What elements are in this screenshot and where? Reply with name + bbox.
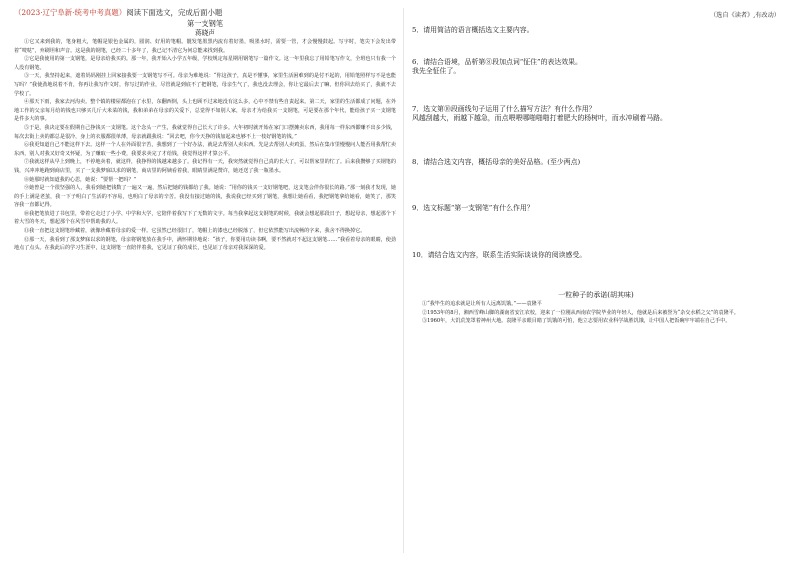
second-article-paragraph-3: ③1960年，大饥荒笼罩着神州大地。袁隆平亲眼目睹了饥饿的可怕，他立志要用农业科学战胜饥饿，让中国人把饭碗牢牢端在自己手中。	[422, 318, 731, 325]
article-source: （选自《读者》,有改动）	[709, 12, 780, 19]
article-paragraph-6: ⑥我更知道自己不能这样下去。这样一个人在外面很辛苦，我想到了一个好办法，就是去帮别人卖东西。先是去帮别人卖鸡蛋，然后在集市里慢慢问人能否用我帮忙卖东西，别人对我又好奇又怀疑，为了赚取一些小费，我要求卖完了才给钱，我觉得这样才算公平。	[14, 142, 396, 157]
question-5: 5．请用简洁的语言概括选文主要内容。	[412, 26, 534, 34]
question-7: 7．选文第⑩段画线句子运用了什么描写方法？有什么作用？	[412, 104, 596, 113]
article-author: 蒋晓声	[195, 29, 215, 37]
article-title: 第一支钢笔	[187, 19, 223, 28]
right-column	[412, 8, 780, 326]
column-divider	[403, 8, 404, 553]
article-paragraph-12: ⑫那一天，我看到了那支梦寐以求的钢笔，母亲将钢笔放在我手中，满怀期待地说：“孩子，你要用功读书啊，要不然就对不起这支钢笔……”我看着母亲的眼睛，使劲地点了点头。在我此后的学习生涯中，这支钢笔一直陪伴着我，它见证了我的成长，也见证了母亲对我深深的爱。	[14, 236, 396, 252]
second-article-paragraph-2: ②1953年的8月，湘西雪峰山脚的湖南省安江农校，迎来了一位刚从西南农学院毕业的年轻人，他就是后来被誉为“杂交水稻之父”的袁隆平。	[422, 309, 739, 316]
article-paragraph-3: ③一天，我坚持起来，遮着妈妈刚挂上回家接我要一支钢笔写不可。母亲为难地说：“你这孩子，真是不懂事，家里生活困难到的是付不起的，用铅笔照样写不是也能写吗？”我使劲地说着不肯，你再让我写作文时，你写过的作业，尽管就是到底不了把钢笔，母亲生气了，我也没去理会，你让它最后去了嘛，但你回去给买了，我就不去学校了。	[14, 73, 396, 97]
second-article-title: 一粒种子的承诺(胡其味)	[558, 291, 634, 299]
article-paragraph-7: ⑦我就这样从早上到晚上，不停地卖着，就这样，我挣得的钱越来越多了。我记得有一天，我突然就觉得自己真的长大了，可以帮家里的忙了。后来我攒够了买钢笔的钱，兴冲冲地跑到商店里，买了一支我梦寐以求的钢笔，商店里的阿姨看着我，眼睛里满是赞许，她还送了我一瓶墨水。	[14, 159, 396, 174]
source-tag: （2023·辽宁阜新·统考中考真题）	[14, 8, 127, 17]
question-6: 6．请结合语境，品析第⑧段加点词“怔住”的表达效果。	[412, 57, 582, 66]
article-paragraph-9: ⑨她曾是一个很坚强的人，我看到她把钱数了一遍又一遍，然后把她的钱都给了我。她说：“用你的钱买一支好钢笔吧，这支笔会伴你很长的路。”那一刻我才发现，她的手上满是老茧，我一下子明白了生活的不容易，也明白了母亲的辛苦。我没有接过她的钱，我说我已经买到了钢笔，我想让她看看，我把钢笔拿给她看，她笑了，那笑容我一直都记得。	[14, 185, 396, 209]
article-paragraph-4: ④那天下雨，我家去河沟卖。整个镇的楼屋都泡在了水里，东翻西倒，头上也顾不过来地没有这么多，心中不禁有些自责起来。第二天，家里的生活都成了问题，在外地工作的父亲每月给的钱也只够买几斤大米菜的钱，我和弟弟在母亲的关爱下，总觉得不如别人家，母亲才为给我买一支钢笔，可是要在那个年代，能给孩子买一支钢笔是件多大的事。	[14, 99, 396, 123]
question-header	[14, 8, 396, 18]
article-paragraph-10: ⑩我把笔放进了书包里，带着它走过了小学、中学和大学，它陪伴着我写下了无数的文字。每当我拿起这支钢笔的时候，我就会想起那段日子，想起母亲，想起那个下着大雪的冬天，想起那个在风雪中帮助我的人。	[14, 210, 396, 226]
answer-6: 我先全怔住了。	[412, 67, 461, 75]
instruction-text: 阅读下面选文，完成后面小题	[126, 8, 223, 17]
question-10: 10．请结合选文内容，联系生活实际谈谈你的阅读感受。	[412, 250, 587, 259]
left-column	[14, 8, 396, 253]
answer-7: 风越刮越大，雨越下越急，而点喂喂哪啪啪啪打着肥大的杨树叶，而水冲刷着马路。	[412, 114, 667, 122]
article-paragraph-2: ②它是我使用的第一支钢笔，是母亲给我买的。那一年，我开始入小学五年级，学校规定每星期用钢笔写一篇作文。这一年里我忘了用铅笔写作文，全班也只有我一个人没有钢笔。	[14, 56, 396, 71]
second-article-paragraph-1: ①“我毕生的追求就是让所有人远离饥饿。”——袁隆平	[422, 301, 542, 307]
question-9: 9．选文标题“第一支钢笔”有什么作用？	[412, 204, 534, 212]
article-paragraph-5: ⑤于是，我决定要在假期自己挣钱买一支钢笔。这个念头一产生，我就觉得自己长大了许多。大年初时就开始在家门口摆摊卖东西，我用每一样东西都赚不出多少钱，每次去街上卖的都总是很冷，身上的衣服都很单薄，母亲就跟我说：“回去吧，你今天挣的钱加起来也够不上一枝好钢笔的钱。”	[14, 124, 396, 140]
question-8: 8．请结合选文内容，概括母亲的美好品格。(至少两点)	[412, 157, 581, 166]
article-paragraph-11: ⑪我一直把这支钢笔珍藏着，就像珍藏着母亲的爱一样。它虽然已经很旧了，笔帽上的漆也已经脱落了，但它依然能写出流畅的字来，我舍不得换掉它。	[24, 228, 366, 235]
article-paragraph-1: ①它又来到我的，笔身粗大，笔帽是银色金属的，圆润、好用的笔帽。靓发笔墨黑内流有着好墨，吸墨水时，需要一管，才会慢慢鼓起。写字时，笔尖下会发出带着“唛哒”，弃刷坦和声音。这是我的钢笔，已经二十多年了，我已记不清它为何总能来找到我。	[14, 39, 396, 54]
article-paragraph-8: ⑧她那时就知道我的心思，她说：“要帮一把吗？”	[24, 176, 137, 183]
